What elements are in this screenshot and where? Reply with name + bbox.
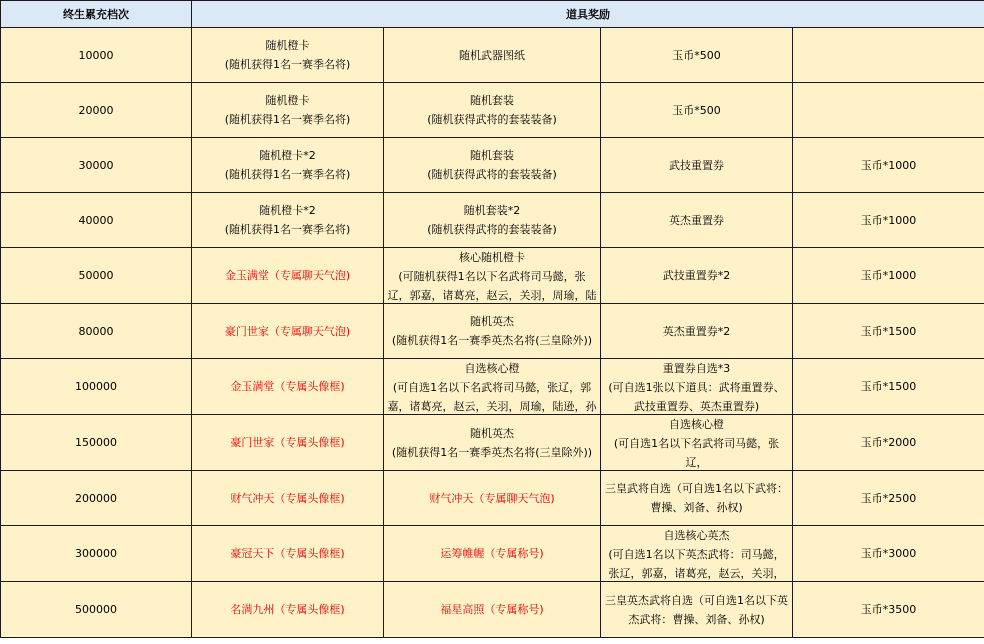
cell-text: 福星高照（专属称号): [440, 603, 544, 616]
cell-text: 100000: [75, 380, 117, 393]
tier-cell: [1, 193, 192, 248]
cell-text: 150000: [75, 436, 117, 449]
reward-cell-2: [384, 359, 601, 415]
tier-cell: [1, 28, 192, 83]
cell-text: 英杰重置券*2: [662, 324, 731, 338]
reward-cell-3: [601, 359, 793, 415]
table-row: [1, 248, 984, 304]
cell-text: (随机获得1名一赛季名将): [224, 113, 351, 126]
tier-cell: [1, 359, 192, 415]
table-row: [1, 359, 984, 415]
cell-text: 随机英杰: [470, 426, 514, 440]
reward-cell-1: [192, 415, 384, 471]
cell-text: 运筹帷幄（专属称号): [440, 547, 544, 560]
cell-text: (可自选1名以下英杰武将：司马懿，: [608, 548, 785, 561]
reward-cell-1: [192, 83, 384, 138]
cell-text: (可自选1张以下道具：武将重置券、: [608, 381, 785, 394]
cell-text: 重置券自选*3: [662, 362, 731, 375]
cell-text: 名满九州（专属头像框): [230, 603, 345, 616]
reward-cell-2: [384, 193, 601, 248]
cell-text: 玉币*1000: [860, 213, 917, 227]
cell-text: (随机获得武将的套装装备): [427, 113, 557, 126]
cell-text: 英杰重置券: [669, 213, 724, 227]
cell-text: 豪门世家（专属头像框): [230, 436, 345, 449]
header-tier: 终生累充档次: [1, 1, 192, 28]
cell-text: 500000: [75, 603, 117, 616]
reward-cell-3: [601, 138, 793, 193]
reward-cell-1: [192, 304, 384, 359]
reward-cell-4: [793, 415, 984, 471]
cell-text: 杰武将：曹操、刘备、孙权): [628, 612, 765, 626]
cell-text: 金玉满堂（专属头像框): [230, 380, 345, 393]
cell-text: 三皇英杰武将自选（可自选1名以下英: [605, 593, 788, 607]
cell-text: 豪冠天下（专属头像框): [230, 547, 345, 560]
reward-cell-1: [192, 28, 384, 83]
tier-cell: [1, 415, 192, 471]
reward-cell-3: [601, 83, 793, 138]
reward-cell-4: [793, 471, 984, 526]
cell-text: (随机获得1名一赛季英杰名将(三皇除外)): [391, 445, 593, 459]
reward-cell-2: [384, 415, 601, 471]
reward-cell-3: [601, 193, 793, 248]
reward-cell-3: [601, 28, 793, 83]
reward-cell-2: [384, 83, 601, 138]
cell-text: 随机套装: [470, 94, 514, 107]
tier-cell: [1, 248, 192, 304]
cell-text: 玉币*500: [672, 48, 721, 62]
cell-text: 自选核心橙: [464, 362, 520, 375]
cell-text: 随机套装: [470, 149, 514, 162]
cell-text: 财气冲天（专属聊天气泡): [429, 491, 555, 505]
reward-cell-2: [384, 526, 601, 582]
table-row: [1, 415, 984, 471]
cell-text: 核心随机橙卡: [459, 251, 525, 264]
reward-cell-2: [384, 28, 601, 83]
cell-text: 40000: [78, 213, 114, 227]
cell-text: 玉币*1000: [860, 269, 917, 282]
cell-text: 三皇武将自选（可自选1名以下武将：: [605, 482, 788, 495]
reward-cell-2: [384, 582, 601, 638]
table-row: [1, 526, 984, 582]
reward-cell-4: [793, 248, 984, 304]
cell-text: 辽，郭嘉，诸葛亮，赵云，关羽，周瑜，陆: [387, 289, 597, 302]
cell-text: 玉币*2000: [860, 436, 917, 449]
reward-cell-4: [793, 138, 984, 193]
table-row: [1, 138, 984, 193]
reward-cell-2: [384, 471, 601, 526]
cell-text: 嘉，诸葛亮，赵云，关羽，周瑜，陆逊，孙: [387, 400, 597, 413]
cell-text: 200000: [75, 491, 117, 505]
cell-text: 玉币*1500: [860, 380, 917, 393]
table-row: [1, 304, 984, 359]
cell-text: (可自选1名以下名武将司马懿，张辽，: [613, 437, 780, 469]
reward-cell-4: [793, 526, 984, 582]
reward-cell-3: [601, 582, 793, 638]
cell-text: (随机获得武将的套装装备): [427, 168, 557, 181]
cell-text: 豪门世家（专属聊天气泡): [224, 324, 351, 338]
reward-cell-4: [793, 359, 984, 415]
cell-text: 玉币*1500: [860, 324, 917, 338]
cell-text: 玉币*2500: [860, 491, 917, 505]
table-header-row: [1, 1, 984, 28]
reward-cell-2: [384, 248, 601, 304]
cell-text: 随机橙卡: [265, 94, 310, 107]
cell-text: 武技重置券*2: [662, 269, 731, 282]
reward-cell-3: [601, 526, 793, 582]
cell-text: 80000: [78, 324, 114, 338]
reward-cell-1: [192, 248, 384, 304]
tier-cell: [1, 471, 192, 526]
reward-cell-1: [192, 582, 384, 638]
table-row: [1, 28, 984, 83]
cell-text: 随机套装*2: [463, 204, 521, 217]
cell-text: 武技重置券: [669, 158, 724, 172]
reward-cell-3: [601, 304, 793, 359]
cell-text: (随机获得1名一赛季名将): [224, 223, 351, 236]
cell-text: 随机英杰: [470, 315, 514, 328]
reward-cell-1: [192, 359, 384, 415]
cell-text: 50000: [78, 269, 114, 282]
reward-cell-4: [793, 83, 984, 138]
cell-text: (可随机获得1名以下名武将司马懿，张: [398, 270, 586, 283]
reward-cell-1: [192, 193, 384, 248]
reward-cell-3: [601, 248, 793, 304]
reward-cell-1: [192, 526, 384, 582]
cell-text: 武技重置券、英杰重置券): [633, 400, 760, 413]
header-rewards: 道具奖励: [192, 1, 984, 28]
reward-cell-1: [192, 471, 384, 526]
cell-text: 曹操、刘备、孙权): [650, 501, 743, 514]
table-row: [1, 83, 984, 138]
cell-text: 玉币*500: [672, 103, 721, 117]
cell-text: 随机橙卡*2: [259, 204, 316, 217]
reward-cell-2: [384, 304, 601, 359]
table-row: [1, 471, 984, 526]
cell-text: (随机获得1名一赛季名将): [224, 58, 351, 71]
tier-cell: [1, 582, 192, 638]
tier-cell: [1, 304, 192, 359]
reward-cell-4: [793, 28, 984, 83]
cell-text: 财气冲天（专属头像框): [230, 491, 345, 505]
cell-text: 玉币*1000: [860, 158, 917, 172]
cell-text: 自选核心英杰: [663, 529, 730, 542]
cell-text: (随机获得1名一赛季英杰名将(三皇除外)): [391, 334, 593, 347]
table-row: [1, 193, 984, 248]
reward-cell-4: [793, 304, 984, 359]
cell-text: 30000: [78, 158, 114, 172]
tier-cell: [1, 83, 192, 138]
cell-text: (随机获得武将的套装装备): [427, 223, 557, 236]
cell-text: 玉币*3000: [860, 547, 917, 560]
cell-text: (可自选1名以下名武将司马懿，张辽，郭: [392, 381, 592, 394]
tier-cell: [1, 138, 192, 193]
table-body: [1, 28, 984, 638]
reward-cell-3: [601, 471, 793, 526]
cell-text: 金玉满堂（专属聊天气泡): [224, 269, 351, 282]
cell-text: 随机橙卡: [265, 39, 310, 52]
cell-text: 300000: [75, 547, 117, 560]
cell-text: 随机武器图纸: [459, 48, 525, 62]
cell-text: 10000: [78, 48, 114, 62]
cell-text: 随机橙卡*2: [259, 149, 316, 162]
reward-cell-4: [793, 193, 984, 248]
reward-cell-2: [384, 138, 601, 193]
cell-text: 20000: [78, 103, 114, 117]
table-row: [1, 582, 984, 638]
reward-cell-3: [601, 415, 793, 471]
reward-cell-4: [793, 582, 984, 638]
reward-cell-1: [192, 138, 384, 193]
tier-cell: [1, 526, 192, 582]
cell-text: 玉币*3500: [860, 603, 917, 616]
cell-text: 张辽，郭嘉，诸葛亮，赵云，关羽，: [608, 567, 785, 580]
cell-text: 自选核心橙: [669, 418, 724, 431]
cell-text: (随机获得1名一赛季名将): [224, 168, 351, 181]
